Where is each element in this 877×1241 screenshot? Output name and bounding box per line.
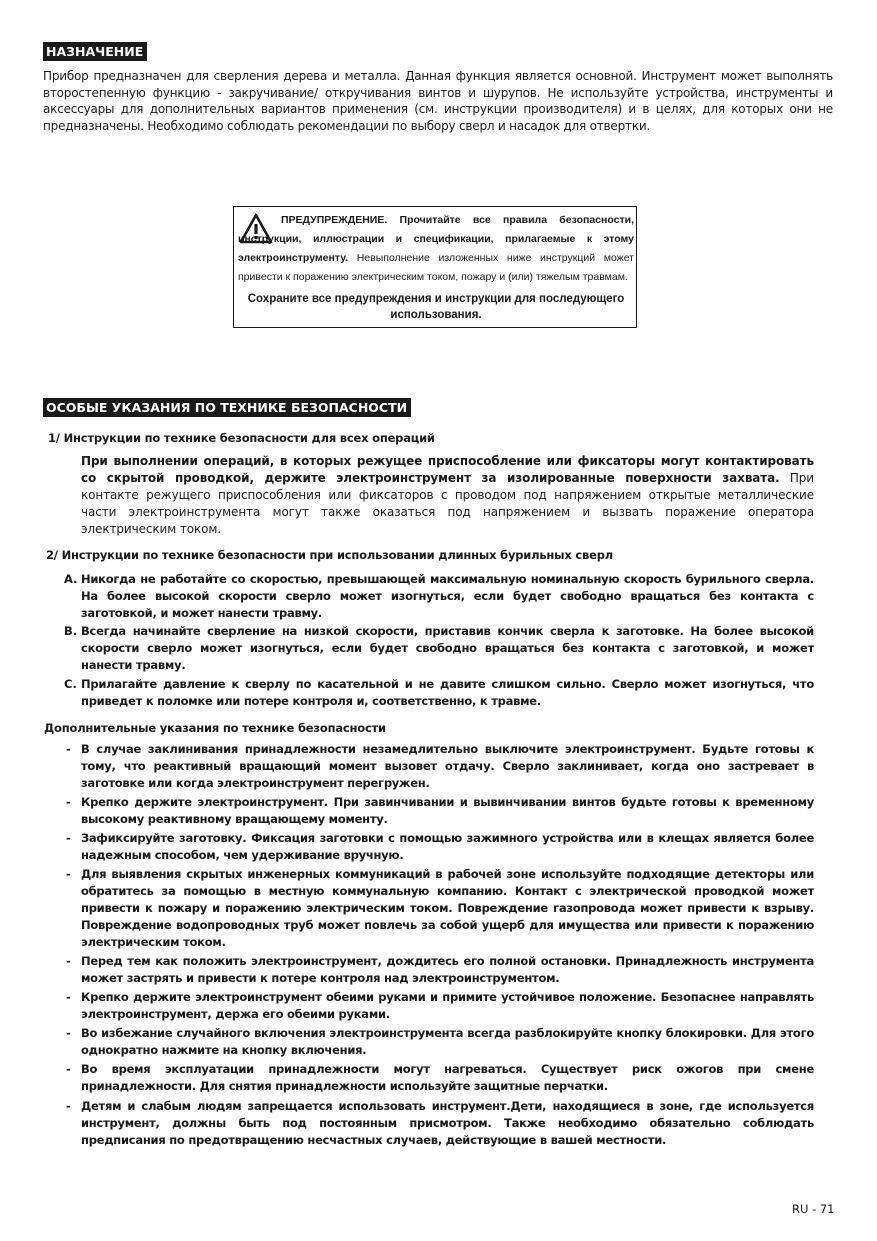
section-title-purpose: НАЗНАЧЕНИЕ [43,42,147,61]
warning-save-text: Сохраните все предупреждения и инструкции для последующего использования. [247,293,625,321]
bullet-4-marker: - [66,867,71,881]
bullet-3-text: Зафиксируйте заготовку. Фиксация заготовки с помощью зажимного устройства или в клещах является более надежным способом, чем удерживание вручную. [81,831,814,862]
warning-label: ПРЕДУПРЕЖДЕНИЕ. [281,214,388,226]
subsection-title-1: 1/ Инструкции по технике безопасности для всех операций [48,431,435,445]
subsection-1-text [81,453,814,538]
purpose-text: Прибор предназначен для сверления дерева и металла. Данная функция является основной. Инструмент может выполнять второстепенную функцию - закручивание/ откручивания винтов и шурупов. Не используйте устройства, инструменты и аксессуары для дополнительных вариантов применения (см. инструкции производителя) и в целях, для которых они не предназначены. Необходимо соблюдать рекомендации по выбору сверл и насадок для отвертки. [43,69,833,133]
bullet-2-text: Крепко держите электроинструмент. При завинчивании и вывинчивании винтов будьте готовы к временному высокому реактивному вращающему моменту. [81,795,814,826]
warning-normal-text: Невыполнение изложенных ниже инструкций может привести к поражению электрическим током, пожару и (или) тяжелым травмам. [238,252,634,283]
bullet-7-marker: - [66,1026,71,1040]
section-title-safety: ОСОБЫЕ УКАЗАНИЯ ПО ТЕХНИКЕ БЕЗОПАСНОСТИ [43,398,411,417]
bullet-8-marker: - [66,1062,71,1076]
bullet-5-text: Перед тем как положить электроинструмент, дождитесь его полной остановки. Принадлежность инструмента может застрять и привести к потере контроля над электроинструментом. [81,954,814,985]
bullet-9-text: Детям и слабым людям запрещается использовать инструмент.Дети, находящиеся в зоне, где используется инструмент, должны быть под постоянным присмотром. Также необходимо обязательно соблюдать предписания по предотвращению несчастных случаев, действующие в вашей местности. [81,1099,814,1147]
item-a-marker: A. [64,572,78,586]
bullet-8-text: Во время эксплуатации принадлежности могут нагреваться. Существует риск ожогов при смене принадлежности. Для снятия принадлежности используйте защитные перчатки. [81,1062,814,1093]
item-c-text: Прилагайте давление к сверлу по касательной и не давите слишком сильно. Сверло может изогнуться, что приведет к поломке или потере контроля и, соответственно, к травме. [81,677,814,708]
page-number: RU - 71 [792,1202,835,1216]
item-c-marker: C. [64,677,77,691]
bullet-1-marker: - [66,742,71,756]
subsection-1-bold: При выполнении операций, в которых режущее приспособление или фиксаторы могут контактировать со скрытой проводкой, держите электроинструмент за изолированные поверхности захвата. [81,454,814,485]
item-b-text: Всегда начинайте сверление на низкой скорости, приставив кончик сверла к заготовке. На более высокой скорости сверло может изогнуться, если будет свободно вращаться без контакта с заготовкой, и может нанести травму. [81,624,814,672]
subsection-1-normal: При контакте режущего приспособления или фиксаторов с проводом под напряжением открытые металлические части электроинструмента могут также оказаться под напряжением и вызвать поражение оператора электрическим током. [81,471,814,536]
bullet-9-marker: - [66,1099,71,1113]
subsection-title-2: 2/ Инструкции по технике безопасности при использовании длинных бурильных сверл [46,548,613,562]
bullet-6-marker: - [66,990,71,1004]
bullet-5-marker: - [66,954,71,968]
bullet-3-marker: - [66,831,71,845]
item-b-marker: B. [64,624,78,638]
subsection-title-3: Дополнительные указания по технике безопасности [44,721,386,735]
bullet-7-text: Во избежание случайного включения электроинструмента всегда разблокируйте кнопку блокировки. Для этого однократно нажмите на кнопку включения. [81,1026,814,1057]
bullet-4-text: Для выявления скрытых инженерных коммуникаций в рабочей зоне используйте подходящие детекторы или обратитесь за помощью в местную коммунальную компанию. Контакт с электрической проводкой может привести к пожару и поражению электрическим током. Повреждение газопровода может привести к взрыву. Повреждение водопроводных труб может повлечь за собой ущерб для имущества или привести к поражению электрическим током. [81,867,814,949]
warning-text [238,211,634,287]
warning-bold-text: Прочитайте все правила безопасности, инструкции, иллюстрации и спецификации, прилагаемые к этому электроинструменту. [238,214,634,264]
bullet-1-text: В случае заклинивания принадлежности незамедлительно выключите электроинструмент. Будьте готовы к тому, что реактивный вращающий момент вызовет отдачу. Сверло заклинивает, когда оно застревает в заготовке или когда электроинструмент перегружен. [81,742,814,790]
bullet-2-marker: - [66,795,71,809]
item-a-text: Никогда не работайте со скоростью, превышающей максимальную номинальную скорость бурильного сверла. На более высокой скорости сверло может изогнуться, если будет свободно вращаться без контакта с заготовкой, и может нанести травму. [81,572,814,620]
warning-box [233,206,637,328]
bullet-6-text: Крепко держите электроинструмент обеими руками и примите устойчивое положение. Безопаснее направлять электроинструмент, держа его обеими руками. [81,990,814,1021]
